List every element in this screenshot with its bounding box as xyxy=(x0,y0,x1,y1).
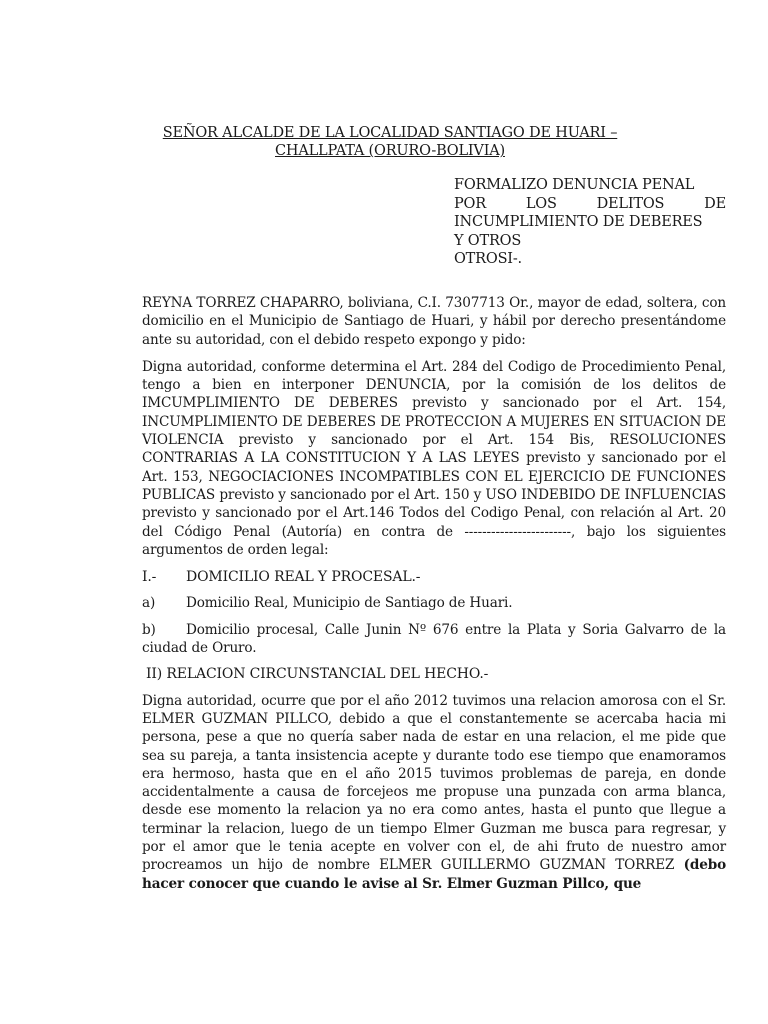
heading-line-1: SEÑOR ALCALDE DE LA LOCALIDAD SANTIAGO DE HUARI – xyxy=(162,125,618,141)
document-body xyxy=(142,294,726,902)
sumilla-line-3: INCUMPLIMIENTO DE DEBERES xyxy=(454,214,703,230)
facts-text: Digna autoridad, ocurre que por el año 2012 tuvimos una relacion amorosa con el Sr. ELMER GUZMAN PILLCO, debido a que el constantemente se acercaba hacia mi persona, pese a que no quería saber nada de estar en una relacion, el me pide que sea su pareja, a tanta insistencia acepte y durante todo ese tiempo que enamoramos era hermoso, hasta que en el año 2015 tuvimos problemas de pareja, en donde accidentalmente a causa de forcejeos me propuse una punzada con arma blanca, desde ese momento la relacion ya no era como antes, hasta el punto que llegue a terminar la relacion, luego de un tiempo Elmer Guzman me busca para regresar, y por el amor que le tenia acepte en volver con el, de ahi fruto de nuestro amor procreamos un hijo de nombre ELMER GUILLERMO GUZMAN TORREZ xyxy=(142,692,726,874)
list-item-text: Domicilio Real, Municipio de Santiago de Huari. xyxy=(186,595,513,612)
facts-paragraph xyxy=(142,692,726,893)
complainant-name: REYNA TORREZ CHAPARRO xyxy=(142,295,340,311)
facts-bold-text: (debo hacer conocer que cuando le avise al Sr. Elmer Guzman Pillco, que xyxy=(142,857,727,892)
section-1-heading xyxy=(142,568,726,586)
document-heading xyxy=(140,124,640,160)
sumilla-line-2: POR LOS DELITOS DE xyxy=(454,195,726,212)
sumilla-line-4: Y OTROS xyxy=(454,232,522,249)
section-1-title: DOMICILIO REAL Y PROCESAL.- xyxy=(186,569,421,586)
sumilla-line-1: FORMALIZO DENUNCIA PENAL xyxy=(454,177,695,193)
list-item xyxy=(142,621,726,658)
intro-text: , boliviana, C.I. 7307713 Or., mayor de edad, soltera, con domicilio en el Municipio de Santiago de Huari, y hábil por derecho presentándome ante su autoridad, con el debido respeto expongo y pido: xyxy=(142,295,726,348)
intro-paragraph xyxy=(142,294,726,349)
section-2-heading: II) RELACION CIRCUNSTANCIAL DEL HECHO.- xyxy=(146,666,489,683)
complaint-paragraph: Digna autoridad, conforme determina el Art. 284 del Codigo de Procedimiento Penal, tengo a bien en interponer DENUNCIA, por la comisión de los delitos de IMCUMPLIMIENTO DE DEBERES previsto y sancionado por el Art. 154, INCUMPLIMIENTO DE DEBERES DE PROTECCION A MUJERES EN SITUACION DE VIOLENCIA previsto y sancionado por el Art. 154 Bis, RESOLUCIONES CONTRARIAS A LA CONSTITUCION Y A LAS LEYES previsto y sancionado por el Art. 153, NEGOCIACIONES INCOMPATIBLES CON EL EJERCICIO DE FUNCIONES PUBLICAS previsto y sancionado por el Art. 150 y USO INDEBIDO DE INFLUENCIAS previsto y sancionado por el Art.146 Todos del Codigo Penal, con relación al Art. 20 del Código Penal (Autoría) en contra de ------------------------, bajo los siguientes argumentos de orden legal: xyxy=(142,358,726,558)
heading-line-2: CHALLPATA (ORURO-BOLIVIA) xyxy=(275,143,505,159)
list-item-mark: a) xyxy=(142,595,156,612)
list-item-text: Domicilio procesal, Calle Junin Nº 676 entre la Plata y Soria Galvarro de la ciudad de Oruro. xyxy=(142,621,726,657)
sumilla-block xyxy=(454,176,726,269)
section-1-number: I.- xyxy=(142,569,157,586)
list-item-mark: b) xyxy=(142,621,156,638)
list-item xyxy=(142,594,726,612)
sumilla-line-5: OTROSI-. xyxy=(454,251,522,267)
